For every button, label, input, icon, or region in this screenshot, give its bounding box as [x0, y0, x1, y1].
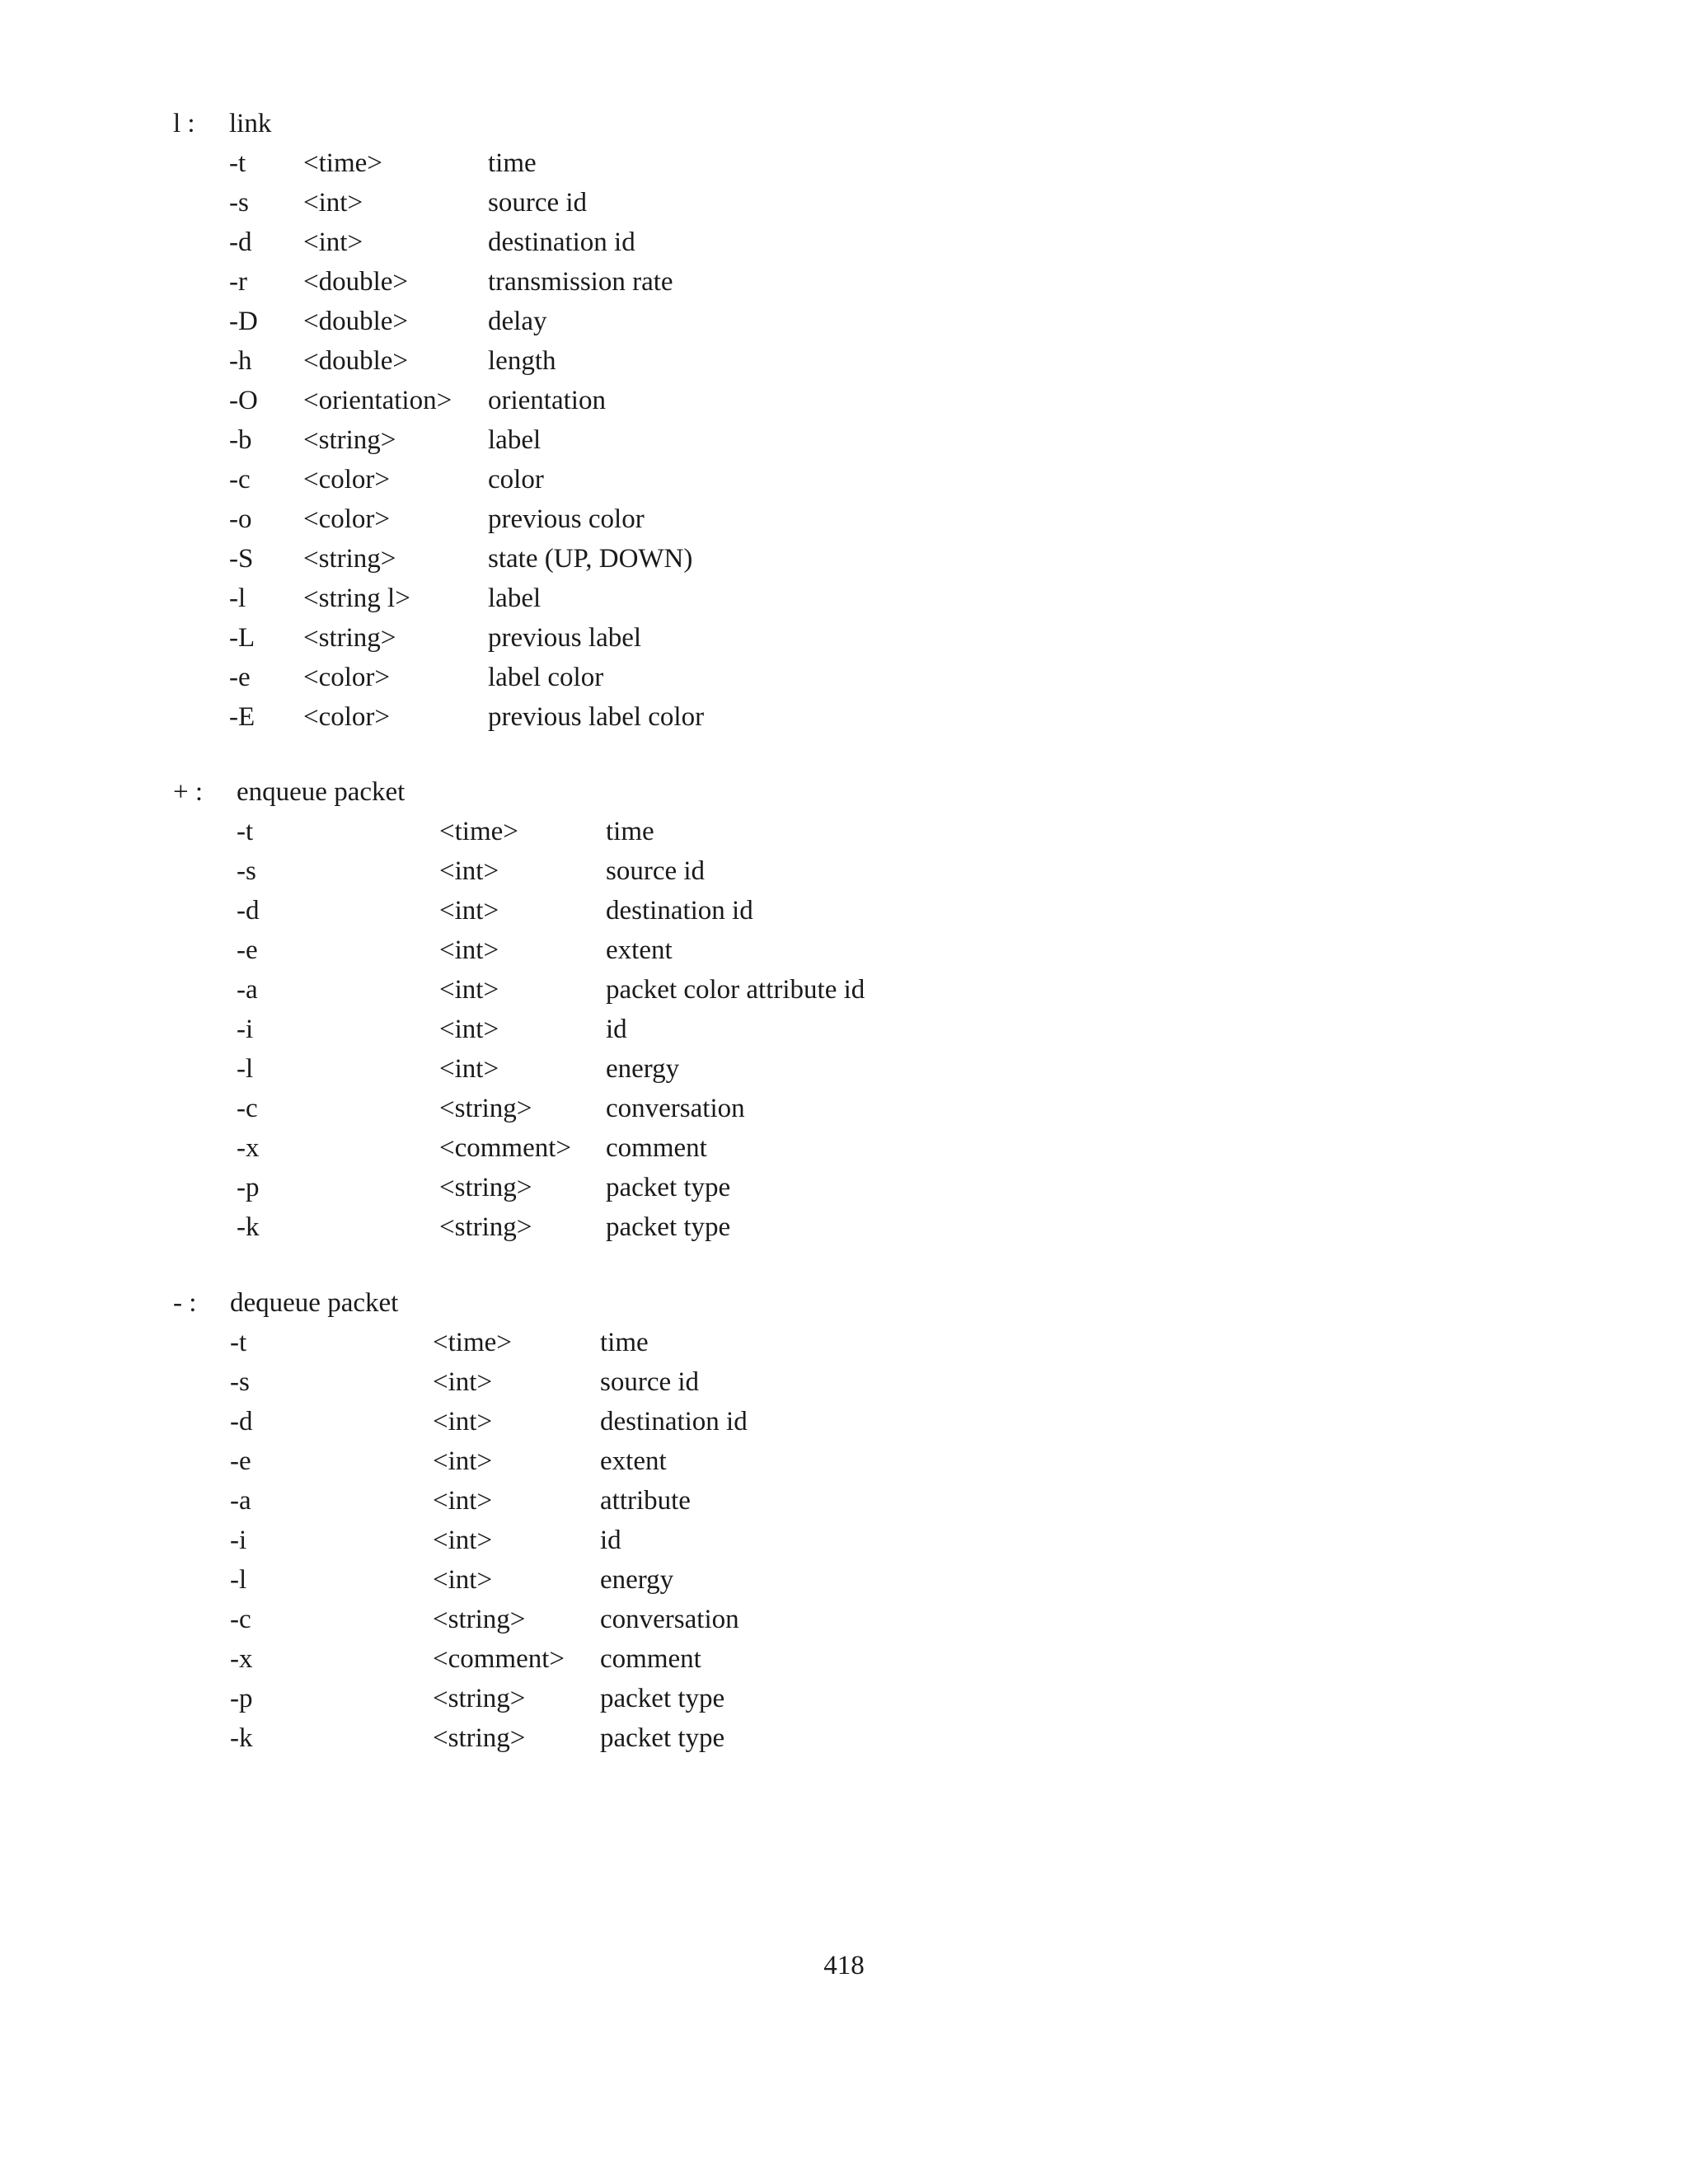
option-type: <string> — [439, 1212, 532, 1242]
option-type: <time> — [439, 817, 518, 846]
option-flag: -s — [229, 188, 249, 218]
option-type: <string> — [439, 1173, 532, 1202]
option-row — [0, 1526, 1071, 1565]
option-description: transmission rate — [488, 267, 673, 297]
option-flag: -d — [237, 896, 260, 926]
option-row — [0, 1094, 1071, 1133]
section-header — [0, 109, 1071, 148]
section-symbol: + : — [173, 777, 204, 807]
option-row — [0, 227, 1071, 267]
section-title: enqueue packet — [237, 777, 406, 807]
option-flag: -c — [230, 1605, 251, 1634]
option-row — [0, 663, 1071, 702]
option-description: color — [488, 465, 544, 494]
option-description: attribute — [600, 1486, 691, 1516]
option-row — [0, 1605, 1071, 1644]
option-description: id — [606, 1015, 627, 1044]
option-row — [0, 1328, 1071, 1367]
page-number: 418 — [823, 1951, 865, 1980]
option-description: energy — [606, 1054, 680, 1084]
option-description: comment — [600, 1644, 701, 1674]
option-description: packet color attribute id — [606, 975, 865, 1005]
section-title: link — [229, 109, 272, 138]
option-list — [0, 148, 1071, 742]
option-row — [0, 1684, 1071, 1723]
option-flag: -S — [229, 544, 254, 574]
option-type: <int> — [439, 1015, 499, 1044]
option-description: packet type — [600, 1723, 725, 1753]
option-type: <int> — [433, 1407, 493, 1436]
option-description: source id — [488, 188, 588, 218]
option-description: destination id — [600, 1407, 748, 1436]
option-flag: -r — [229, 267, 247, 297]
option-description: comment — [606, 1133, 707, 1163]
option-flag: -l — [229, 583, 246, 613]
option-row — [0, 307, 1071, 346]
option-description: label — [488, 583, 542, 613]
option-type: <time> — [303, 148, 382, 178]
option-type: <double> — [303, 267, 409, 297]
option-flag: -t — [230, 1328, 247, 1357]
option-type: <orientation> — [303, 386, 452, 415]
option-row — [0, 148, 1071, 188]
option-description: packet type — [606, 1212, 731, 1242]
option-flag: -e — [229, 663, 251, 692]
option-type: <string> — [433, 1723, 526, 1753]
option-row — [0, 1644, 1071, 1684]
option-description: source id — [606, 856, 706, 886]
section-header — [0, 1288, 1071, 1328]
option-row — [0, 856, 1071, 896]
option-type: <int> — [433, 1446, 493, 1476]
option-description: destination id — [606, 896, 753, 926]
option-row — [0, 267, 1071, 307]
option-flag: -x — [237, 1133, 260, 1163]
option-row — [0, 425, 1071, 465]
option-description: delay — [488, 307, 547, 336]
option-row — [0, 346, 1071, 386]
option-row — [0, 1486, 1071, 1526]
option-row — [0, 583, 1071, 623]
option-type: <int> — [439, 856, 499, 886]
option-type: <int> — [433, 1367, 493, 1397]
option-type: <string> — [433, 1684, 526, 1713]
option-row — [0, 1133, 1071, 1173]
option-row — [0, 1723, 1071, 1763]
option-flag: -e — [237, 935, 258, 965]
option-row — [0, 1015, 1071, 1054]
option-flag: -k — [237, 1212, 260, 1242]
option-flag: -L — [229, 623, 256, 653]
option-type: <int> — [439, 935, 499, 965]
option-flag: -e — [230, 1446, 251, 1476]
option-type: <string> — [439, 1094, 532, 1123]
option-description: previous label color — [488, 702, 705, 732]
option-description: orientation — [488, 386, 606, 415]
option-description: state (UP, DOWN) — [488, 544, 693, 574]
option-row — [0, 465, 1071, 504]
option-row — [0, 504, 1071, 544]
option-description: source id — [600, 1367, 700, 1397]
option-description: previous label — [488, 623, 642, 653]
option-flag: -O — [229, 386, 258, 415]
option-type: <string> — [433, 1605, 526, 1634]
option-row — [0, 1565, 1071, 1605]
option-flag: -k — [230, 1723, 253, 1753]
option-list — [0, 1328, 1071, 1763]
option-row — [0, 1446, 1071, 1486]
option-flag: -l — [237, 1054, 254, 1084]
option-row — [0, 188, 1071, 227]
option-description: id — [600, 1526, 621, 1555]
option-type: <double> — [303, 307, 409, 336]
option-flag: -E — [229, 702, 256, 732]
option-flag: -d — [230, 1407, 253, 1436]
option-flag: -b — [229, 425, 252, 455]
option-description: packet type — [606, 1173, 731, 1202]
option-list — [0, 817, 1071, 1252]
option-flag: -p — [237, 1173, 260, 1202]
option-flag: -o — [229, 504, 252, 534]
option-type: <string l> — [303, 583, 410, 613]
option-flag: -t — [229, 148, 246, 178]
option-description: time — [600, 1328, 649, 1357]
option-type: <int> — [303, 227, 363, 257]
section-link — [0, 109, 1071, 742]
option-flag: -t — [237, 817, 254, 846]
option-description: extent — [600, 1446, 667, 1476]
option-flag: -i — [237, 1015, 254, 1044]
option-type: <color> — [303, 465, 391, 494]
option-type: <comment> — [433, 1644, 565, 1674]
option-row — [0, 935, 1071, 975]
option-type: <int> — [439, 1054, 499, 1084]
option-description: length — [488, 346, 556, 376]
option-description: energy — [600, 1565, 674, 1595]
option-flag: -l — [230, 1565, 247, 1595]
option-row — [0, 896, 1071, 935]
section-title: dequeue packet — [230, 1288, 399, 1318]
option-type: <int> — [433, 1526, 493, 1555]
option-row — [0, 544, 1071, 583]
option-description: conversation — [600, 1605, 739, 1634]
option-flag: -d — [229, 227, 252, 257]
option-type: <int> — [433, 1486, 493, 1516]
option-description: conversation — [606, 1094, 745, 1123]
option-type: <color> — [303, 663, 391, 692]
option-type: <string> — [303, 623, 396, 653]
option-flag: -s — [230, 1367, 250, 1397]
section-symbol: l : — [173, 109, 195, 138]
option-type: <int> — [439, 975, 499, 1005]
option-flag: -s — [237, 856, 256, 886]
option-type: <time> — [433, 1328, 512, 1357]
option-type: <color> — [303, 504, 391, 534]
option-type: <int> — [303, 188, 363, 218]
option-flag: -h — [229, 346, 252, 376]
option-flag: -i — [230, 1526, 247, 1555]
option-description: destination id — [488, 227, 635, 257]
option-row — [0, 1212, 1071, 1252]
option-flag: -a — [237, 975, 258, 1005]
option-description: extent — [606, 935, 673, 965]
option-row — [0, 1367, 1071, 1407]
option-description: label color — [488, 663, 604, 692]
option-row — [0, 1173, 1071, 1212]
option-flag: -x — [230, 1644, 253, 1674]
option-flag: -p — [230, 1684, 253, 1713]
option-type: <comment> — [439, 1133, 572, 1163]
option-row — [0, 975, 1071, 1015]
option-flag: -D — [229, 307, 258, 336]
option-row — [0, 817, 1071, 856]
option-row — [0, 623, 1071, 663]
option-type: <string> — [303, 544, 396, 574]
section-dequeue-packet — [0, 1288, 1071, 1763]
section-symbol: - : — [173, 1288, 197, 1318]
option-type: <double> — [303, 346, 409, 376]
option-row — [0, 1407, 1071, 1446]
option-flag: -c — [229, 465, 251, 494]
option-description: time — [606, 817, 654, 846]
option-type: <int> — [433, 1565, 493, 1595]
option-row — [0, 1054, 1071, 1094]
option-description: time — [488, 148, 537, 178]
option-type: <string> — [303, 425, 396, 455]
option-description: previous color — [488, 504, 645, 534]
option-type: <int> — [439, 896, 499, 926]
option-description: packet type — [600, 1684, 725, 1713]
section-header — [0, 777, 1071, 817]
option-type: <color> — [303, 702, 391, 732]
option-description: label — [488, 425, 542, 455]
section-enqueue-packet — [0, 777, 1071, 1252]
option-flag: -a — [230, 1486, 251, 1516]
option-row — [0, 386, 1071, 425]
option-flag: -c — [237, 1094, 258, 1123]
option-row — [0, 702, 1071, 742]
